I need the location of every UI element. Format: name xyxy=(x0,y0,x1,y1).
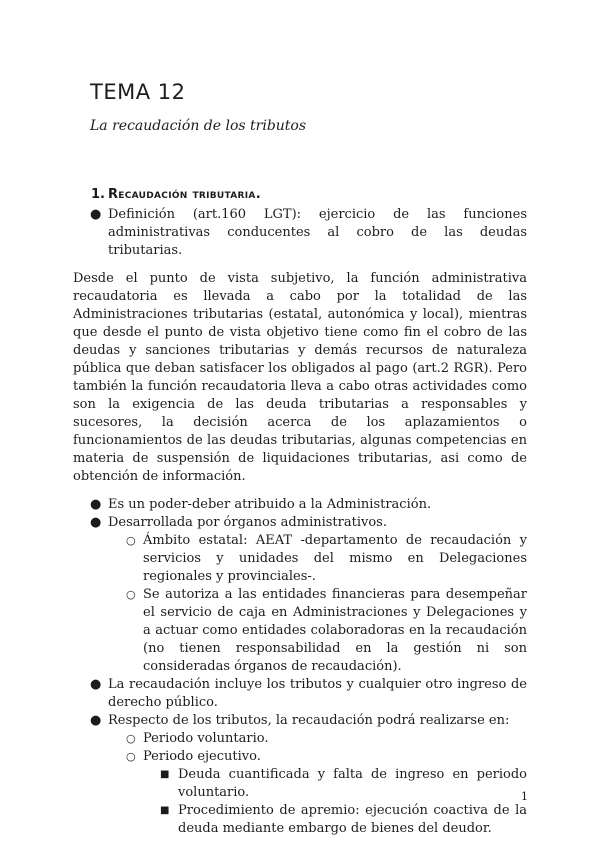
sub-sub-list-item xyxy=(143,766,527,802)
list-item xyxy=(73,206,527,260)
sub-sub-list xyxy=(143,766,527,838)
sub-list-item-text: Ámbito estatal: AEAT -departamento de recaudación y servicios y unidades del mismo en Delegaciones regionales y provinciales-. xyxy=(143,533,527,584)
sub-list-item-text: Periodo voluntario. xyxy=(143,731,269,746)
section-heading xyxy=(73,186,527,204)
sub-list-item xyxy=(108,586,527,676)
definition-text: Definición (art.160 LGT): ejercicio de las funciones administrativas conducentes al cobro de las deudas tributarias. xyxy=(108,207,527,258)
sub-list-item-text: Se autoriza a las entidades financieras para desempeñar el servicio de caja en Administraciones y Delegaciones y a actuar como entidades colaboradoras en la recaudación (no tienen responsabilidad en la gestión ni son consideradas órganos de recaudación). xyxy=(143,587,527,674)
list-item xyxy=(73,712,527,838)
circle-bullet-icon: ○ xyxy=(126,732,136,745)
page-number: 1 xyxy=(521,790,528,803)
sub-list xyxy=(108,532,527,676)
list-item xyxy=(73,514,527,676)
bullet-icon: ● xyxy=(90,207,102,222)
main-bullet-list xyxy=(73,496,527,838)
sub-list-item-text: Periodo ejecutivo. xyxy=(143,749,261,764)
body-paragraph: Desde el punto de vista subjetivo, la función administrativa recaudatoria es llevada a cabo por la totalidad de las Administraciones tributarias (estatal, autonómica y local), mientras que desde el punto de vista objetivo tiene como fin el cobro de las deudas y sanciones tributarias y demás recursos de naturaleza pública que deban satisfacer los obligados al pago (art.2 RGR). Pero también la función recaudatoria lleva a cabo otras actividades como son la exigencia de las deuda tributarias a responsables y sucesores, la decisión acerca de los aplazamientos o funcionamientos de las deudas tributarias, algunas competencias en materia de suspensión de liquidaciones tributarias, asi como de obtención de información. xyxy=(73,271,527,484)
square-bullet-icon: ■ xyxy=(160,805,170,816)
definition-list xyxy=(73,206,527,260)
square-bullet-icon: ■ xyxy=(160,769,170,780)
sub-list-item xyxy=(108,532,527,586)
document-body xyxy=(73,186,527,838)
circle-bullet-icon: ○ xyxy=(126,588,136,601)
list-item xyxy=(73,676,527,712)
bullet-icon: ● xyxy=(90,713,102,728)
sub-list xyxy=(108,730,527,838)
sub-sub-list-item xyxy=(143,802,527,838)
page-title: TEMA 12 xyxy=(90,80,186,104)
sub-list-item xyxy=(108,748,527,838)
list-item-text: Respecto de los tributos, la recaudación podrá realizarse en: xyxy=(108,713,510,728)
list-item-text: La recaudación incluye los tributos y cualquier otro ingreso de derecho público. xyxy=(108,677,527,710)
sub-sub-list-item-text: Procedimiento de apremio: ejecución coactiva de la deuda mediante embargo de bienes del deudor. xyxy=(178,803,527,836)
circle-bullet-icon: ○ xyxy=(126,534,136,547)
list-item xyxy=(73,496,527,514)
sub-sub-list-item-text: Deuda cuantificada y falta de ingreso en periodo voluntario. xyxy=(178,767,527,800)
bullet-icon: ● xyxy=(90,515,102,530)
section-title: Recaudación tributaria. xyxy=(108,187,261,202)
list-item-text: Es un poder-deber atribuido a la Administración. xyxy=(108,497,432,512)
section-number: 1. xyxy=(91,187,105,202)
bullet-icon: ● xyxy=(90,677,102,692)
sub-list-item xyxy=(108,730,527,748)
bullet-icon: ● xyxy=(90,497,102,512)
list-item-text: Desarrollada por órganos administrativos. xyxy=(108,515,387,530)
circle-bullet-icon: ○ xyxy=(126,750,136,763)
page-subtitle: La recaudación de los tributos xyxy=(90,118,307,134)
